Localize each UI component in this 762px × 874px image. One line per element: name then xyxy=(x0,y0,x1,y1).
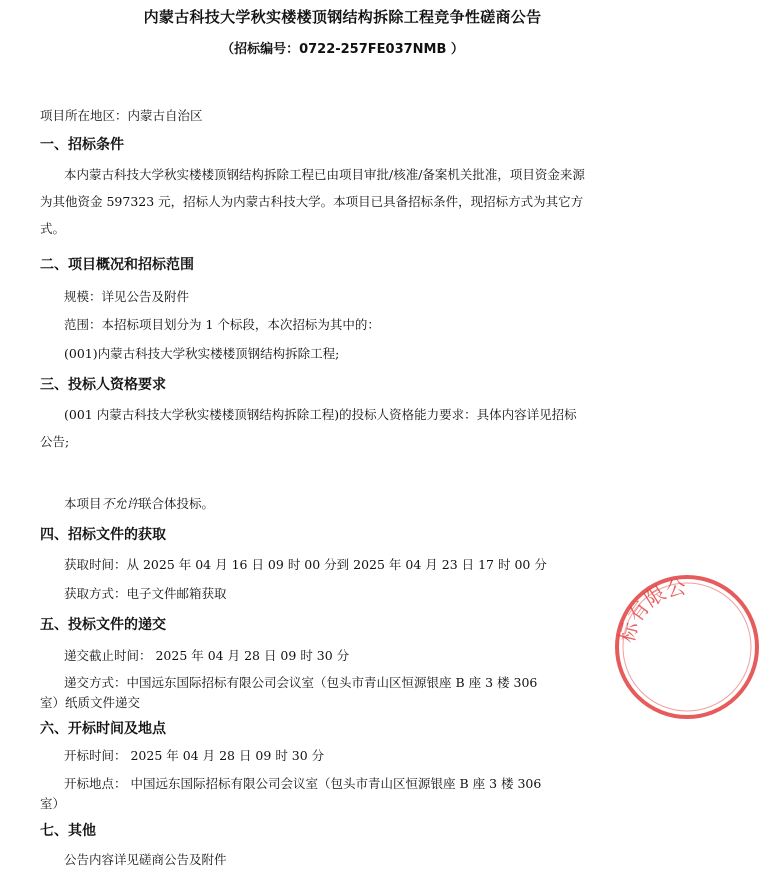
submission-method-line2: 室）纸质文件递交 xyxy=(40,695,141,710)
document-title: 内蒙古科技大学秋实楼楼顶钢结构拆除工程竞争性磋商公告 xyxy=(143,8,542,26)
section-heading-obtain-documents: 四、招标文件的获取 xyxy=(40,527,166,543)
section-heading-bid-opening: 六、开标时间及地点 xyxy=(40,721,166,737)
joint-bid-prefix: 本项目 xyxy=(64,496,102,511)
joint-bid-not-allowed: 不允许 xyxy=(101,496,140,511)
section-heading-qualification: 三、投标人资格要求 xyxy=(40,377,166,393)
section-heading-other: 七、其他 xyxy=(40,823,96,839)
obtain-time: 获取时间：从 2025 年 04 月 16 日 09 时 00 分到 2025 年 04 月 23 日 17 时 00 分 xyxy=(64,557,547,572)
qualification-paragraph: (001 内蒙古科技大学秋实楼楼顶钢结构拆除工程)的投标人资格能力要求：具体内容详见招标公告; xyxy=(40,407,577,449)
joint-bid-statement xyxy=(64,496,644,512)
bid-opening-place-line1: 开标地点： 中国远东国际招标有限公司会议室（包头市青山区恒源银座 B 座 3 楼 306 xyxy=(64,776,542,791)
submission-method-line1: 递交方式：中国远东国际招标有限公司会议室（包头市青山区恒源银座 B 座 3 楼 306 xyxy=(64,675,538,690)
tender-conditions-paragraph: 本内蒙古科技大学秋实楼楼顶钢结构拆除工程已由项目审批/核准/备案机关批准，项目资金来源为其他资金 597323 元，招标人为内蒙古科技大学。本项目已具备招标条件，现招标方式为其它方式。 xyxy=(40,167,585,236)
bid-opening-time: 开标时间： 2025 年 04 月 28 日 09 时 30 分 xyxy=(64,748,325,763)
project-scale: 规模：详见公告及附件 xyxy=(64,289,190,304)
section-heading-submission: 五、投标文件的递交 xyxy=(40,617,166,633)
tender-number: （招标编号：0722-257FE037NMB ） xyxy=(221,42,464,57)
bid-opening-place-line2: 室） xyxy=(40,796,66,811)
project-scope: 范围：本招标项目划分为 1 个标段，本次招标为其中的： xyxy=(64,317,380,332)
submission-deadline: 递交截止时间： 2025 年 04 月 28 日 09 时 30 分 xyxy=(64,648,350,663)
company-seal-stamp xyxy=(612,572,762,722)
joint-bid-suffix: 联合体投标。 xyxy=(139,496,215,511)
obtain-method: 获取方式：电子文件邮箱获取 xyxy=(64,586,227,601)
project-lot: (001)内蒙古科技大学秋实楼楼顶钢结构拆除工程; xyxy=(64,346,340,361)
section-heading-project-overview: 二、项目概况和招标范围 xyxy=(40,257,194,273)
seal-text: 标有限公 xyxy=(614,574,689,645)
section-heading-tender-conditions: 一、招标条件 xyxy=(40,137,124,153)
other-note: 公告内容详见磋商公告及附件 xyxy=(64,852,227,867)
project-region: 项目所在地区：内蒙古自治区 xyxy=(40,108,203,123)
